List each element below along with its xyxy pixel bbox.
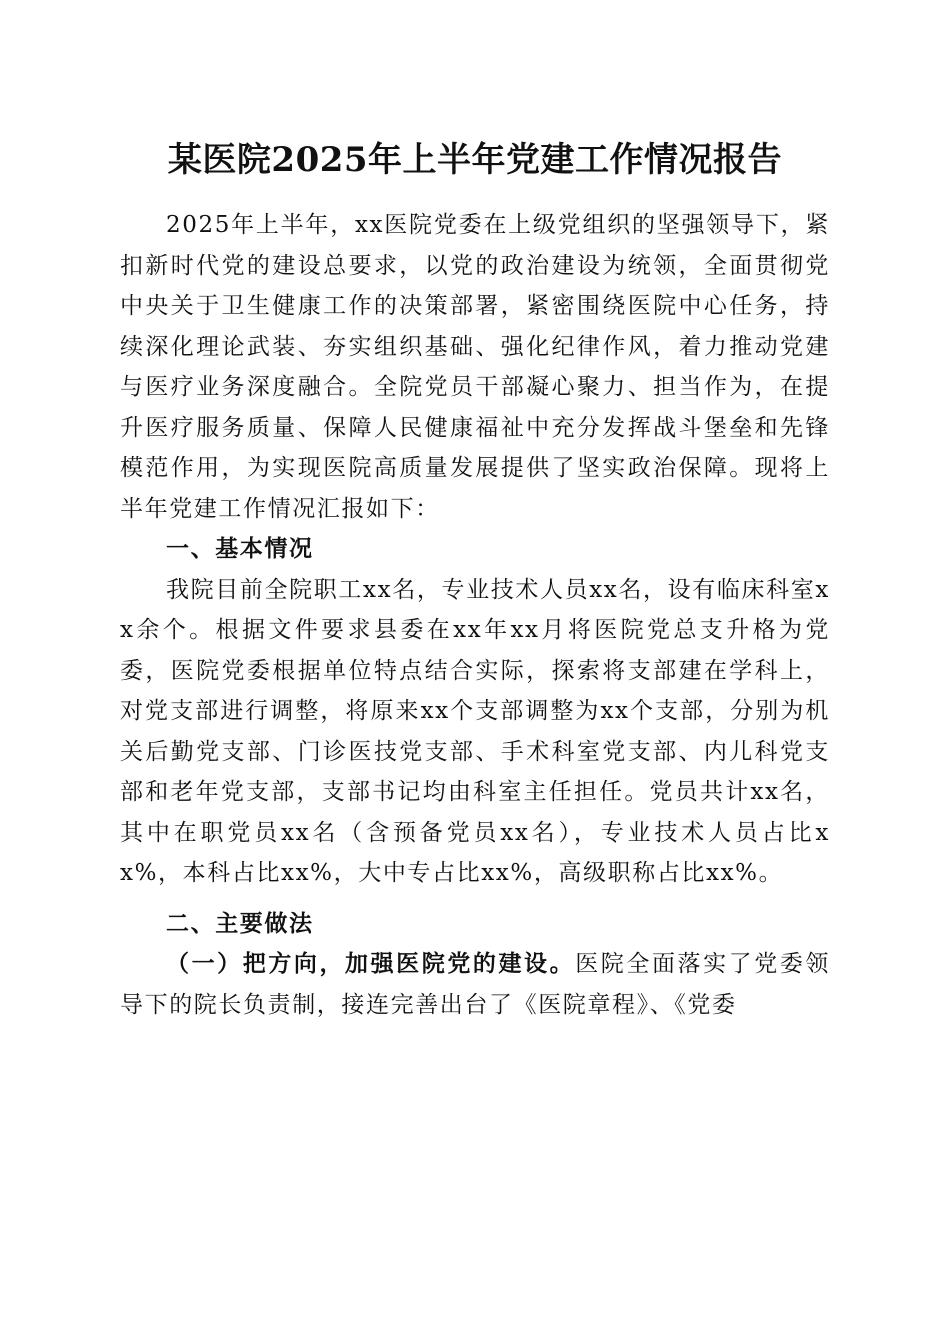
- section-heading-main-practices: 二、主要做法: [166, 910, 314, 937]
- document-title: 某医院2025年上半年党建工作情况报告: [167, 140, 783, 180]
- subsection-text-direction: 医院全面落实了党委领导下的院长负责制，接连完善出台了《医院章程》、《党委: [120, 951, 830, 1018]
- subsection-heading-direction: （一）把方向，加强医院党的建设。: [166, 950, 576, 977]
- document-body: [120, 205, 830, 1025]
- basic-situation-paragraph: 我院目前全院职工xx名，专业技术人员xx名，设有临床科室xx余个。根据文件要求县委在xx年xx月将医院党总支升格为党委，医院党委根据单位特点结合实际，探索将支部建在学科上，对党支部进行调整，将原来xx个支部调整为xx个支部，分别为机关后勤党支部、门诊医技党支部、手术科室党支部、内儿科党支部和老年党支部，支部书记均由科室主任担任。党员共计xx名，其中在职党员xx名（含预备党员xx名），专业技术人员占比xx%，本科占比xx%，大中专占比xx%，高级职称占比xx%。: [120, 576, 830, 886]
- main-practices-paragraph: [120, 944, 830, 1025]
- intro-paragraph: 2025年上半年，xx医院党委在上级党组织的坚强领导下，紧扣新时代党的建设总要求，以党的政治建设为统领，全面贯彻党中央关于卫生健康工作的决策部署，紧密围绕医院中心任务，持续深化理论武装、夯实组织基础、强化纪律作风，着力推动党建与医疗业务深度融合。全院党员干部凝心聚力、担当作为，在提升医疗服务质量、保障人民健康福祉中充分发挥战斗堡垒和先锋模范作用，为实现医院高质量发展提供了坚实政治保障。现将上半年党建工作情况汇报如下：: [120, 212, 830, 522]
- section-heading-basic-situation: 一、基本情况: [166, 536, 314, 562]
